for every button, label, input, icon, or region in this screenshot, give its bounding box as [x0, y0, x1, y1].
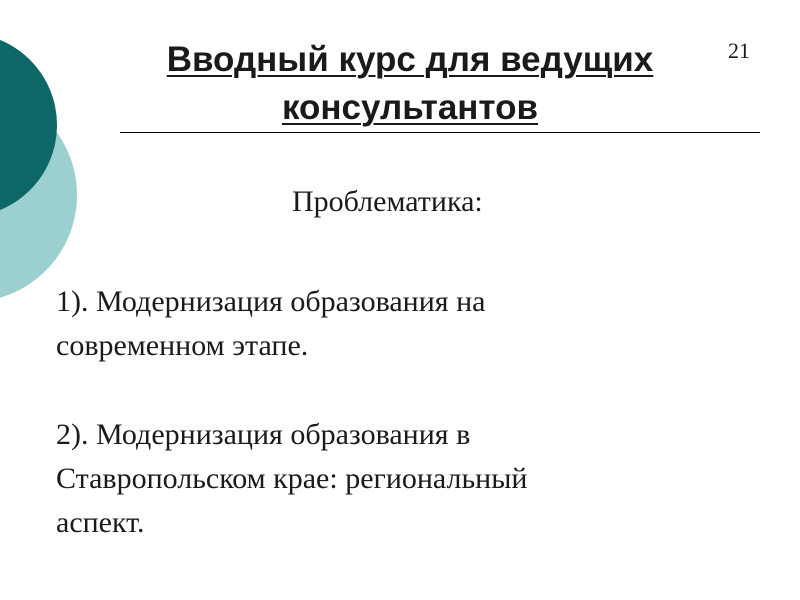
list-item: [56, 413, 527, 545]
list-item-line: 2). Модернизация образования в: [56, 418, 471, 451]
title-divider: [120, 132, 760, 133]
slide-title-line-1: Вводный курс для ведущих: [166, 40, 654, 79]
list-item-line: Ставропольском крае: региональный: [56, 462, 528, 495]
list-item-line: 1). Модернизация образования на: [56, 285, 486, 318]
slide-number: 21: [728, 38, 750, 63]
slide-title: [110, 36, 710, 132]
slide-title-line-2: консультантов: [281, 88, 539, 127]
list-item-line: современном этапе.: [56, 329, 309, 362]
slide-subtitle: Проблематика:: [292, 185, 483, 218]
list-item: [56, 280, 485, 368]
list-item-line: аспект.: [56, 506, 145, 539]
